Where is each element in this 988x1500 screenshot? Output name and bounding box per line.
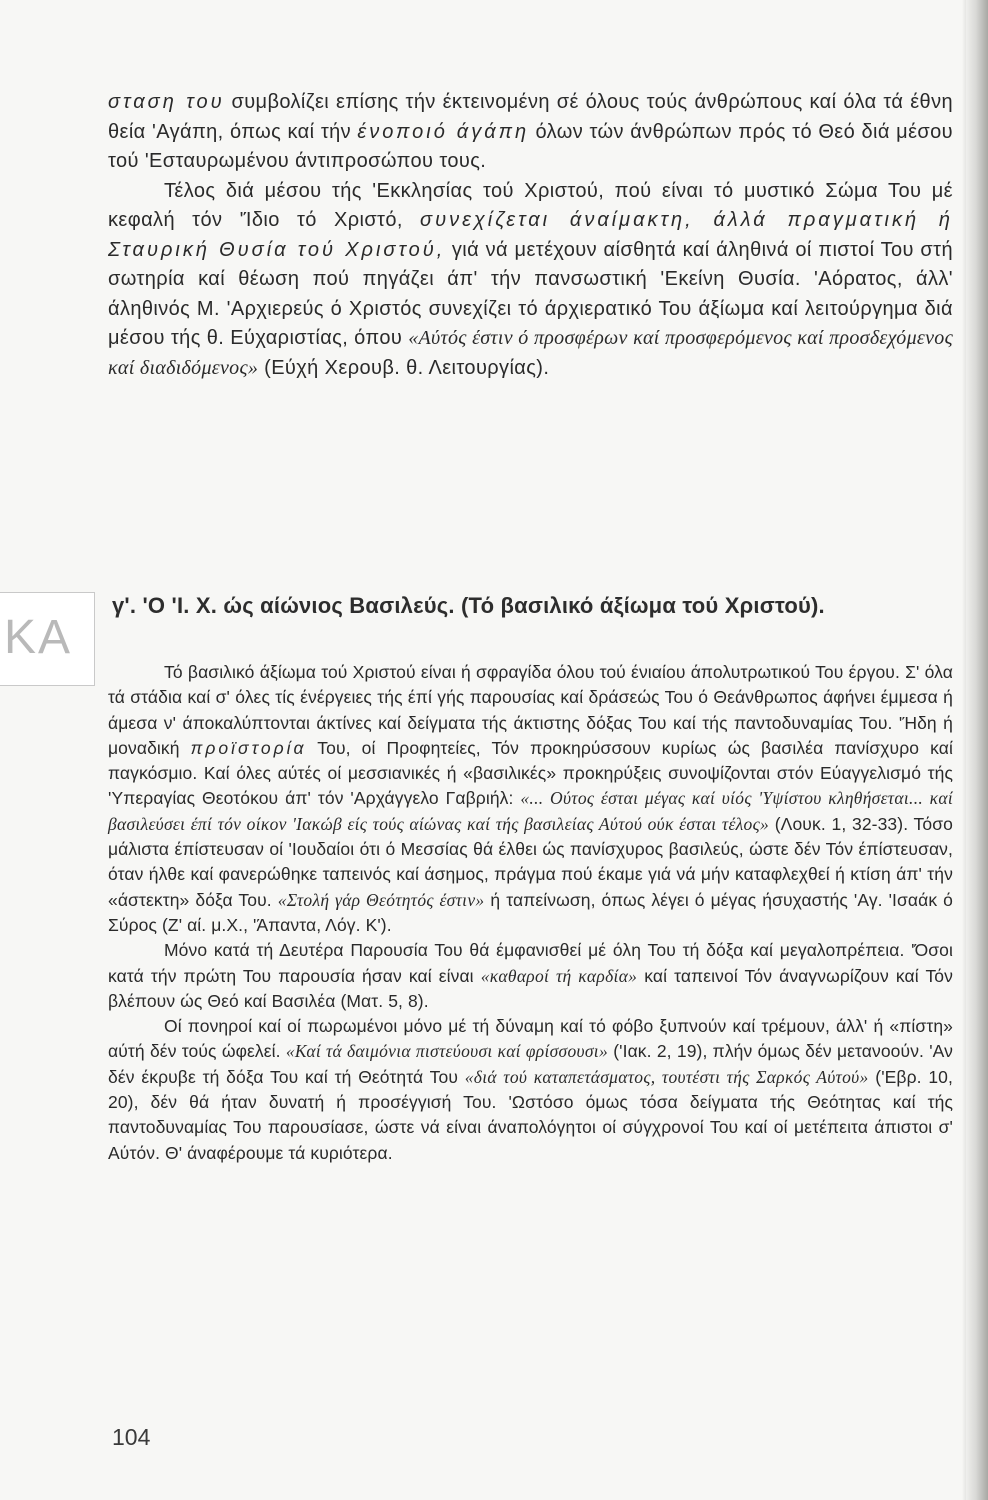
spaced-emphasis: σταση του <box>108 91 225 113</box>
page-number: 104 <box>112 1424 151 1450</box>
hebrews-quotation: «διά τού καταπετάσματος, τουτέστι τής Σαρκός Αύτού» <box>464 1066 869 1087</box>
text-run: ('Εβρ. 10, 20), δέν θά ήταν δυνατή ή προσέγγισή Του. 'Ωστόσο όμως τόσα δείγματα τής Θεότητας καί τής παντοδυναμίας Του παρουσίασε, ώστε νά είναι άναπολόγητοι οί σύγχρονοί Του καί οί μετέπειτα άπιστοι σ' Αύτόν. Θ' άναφέρουμε τά κυριότερα. <box>108 1066 953 1163</box>
text-run: Μόνο κατά τή Δευτέρα Παρουσία Του θά έμφανισθεί μέ όλη Του τή δόξα καί μεγαλοπρέπεια. 'Όσοι κατά τήν πρώτη Του παρουσία ήσαν καί είναι <box>108 940 953 986</box>
upper-text-block <box>108 88 953 383</box>
text-run: ή ταπείνωση, όπως λέγει ό μέγας ήσυχαστής 'Αγ. 'Ισαάκ ό Σύρος (Ζ' αί. μ.Χ., 'Άπαντα, Λόγ. Κ'). <box>108 889 953 935</box>
page-edge <box>962 0 966 1500</box>
chapter-tab-label: ΚΑ <box>4 611 73 664</box>
text-run: ('Ιακ. 2, 19), πλήν όμως δέν μετανοούν. 'Αν δέν έκρυβε τή δόξα Του καί τή Θεότητά Του <box>108 1041 953 1087</box>
book-spine-shadow <box>966 0 988 1500</box>
text-run: Οί πονηροί καί οί πωρωμένοι μόνο μέ τή δύναμη καί τό φόβο ξυπνούν καί τρέμουν, άλλ' ή «πίστη» αύτή δέν τούς ώφελεί. <box>108 1016 953 1062</box>
gospel-quotation: «... Ούτος έσται μέγας καί υίός 'Υψίστου κληθήσεται... καί βασιλεύσει έπί τόν οίκον 'Ιακώβ είς τούς αίώνας καί τής βασιλείας Αύτού ούκ έσται τέλος» <box>108 788 953 834</box>
chapter-tab-sticker <box>0 592 95 686</box>
text-run: Του, οί Προφητείες, Τόν προκηρύσσουν κυρίως ώς βασιλέα πανίσχυρο καί παγκόσμιο. Καί όλες αύτές οί μεσσιανικές ή «βασιλικές» προκηρύξεις συνοψίζονται στόν Εύαγγελισμό τής 'Υπεραγίας Θεοτόκου άπ' τόν 'Αρχάγγελο Γαβριήλ: <box>108 737 953 809</box>
spaced-emphasis: ένοποιό άγάπη <box>357 120 530 143</box>
text-run: καί ταπεινοί Τόν άναγνωρίζουν καί Τόν βλέπουν ώς Θεό καί Βασιλέα (Ματ. 5, 8). <box>108 965 953 1011</box>
liturgy-quotation: «Αύτός έστιν ό προσφέρων καί προσφερόμενος καί προσδεχόμενος καί διαδιδόμενος» <box>108 327 953 379</box>
james-quotation: «Καί τά δαιμόνια πιστεύουσι καί φρίσσουσι» <box>285 1041 609 1062</box>
paragraph-1 <box>108 88 953 177</box>
text-run: (Λουκ. 1, 32-33). Τόσο μάλιστα έπίστευσαν οί 'Ιουδαίοι ότι ό Μεσσίας θά έλθει ώς πανίσχυρος βασιλεύς, ώστε δέν Τόν έπίστευσαν, όταν ήλθε καί φανερώθηκε ταπεινός καί άσημος, πράγμα πού έκαμε γιά νά μήν καταφλεχθεί ή κτίση άπ' τήν «άστεκτη» δόξα Του. <box>108 813 953 910</box>
section-heading: γ'. 'Ο 'Ι. Χ. ώς αίώνιος Βασιλεύς. (Τό βασιλικό άξίωμα τού Χριστού). <box>112 593 825 618</box>
text-run: Τό βασιλικό άξίωμα τού Χριστού είναι ή σφραγίδα όλου τού ένιαίου άπολυτρωτικού Του έργου. Σ' όλα τά στάδια καί σ' όλες τίς ένέργειες τής έπί γής παρουσίας καί δράσεώς Του ό Θεάνθρωπος άφήνει έμμεσα ή άμεσα ν' άποκαλύπτονται άκτίνες καί δείγματα τής άκτιστης δόξας Του καί τής παντοδυναμίας Του. 'Ήδη ή μοναδική <box>108 662 953 758</box>
paragraph-2 <box>108 177 953 384</box>
paragraph-5 <box>108 1014 953 1166</box>
text-run: Τέλος διά μέσου τής 'Εκκλησίας τού Χριστού, πού είναι τό μυστικό Σώμα Του μέ κεφαλή τόν 'Ίδιο τό Χριστό, <box>108 179 953 231</box>
spaced-emphasis: προϊστορία <box>190 737 307 758</box>
text-run: συμβολίζει επίσης τήν έκτεινομένη σέ όλους τούς άνθρώπους καί όλα τά έθνη θεία 'Αγάπη, όπως καί τήν <box>108 91 953 143</box>
spaced-emphasis: συνεχίζεται άναίμακτη, άλλά πραγματική ή Σταυρική Θυσία τού Χριστού, <box>108 209 953 261</box>
isaac-quotation: «Στολή γάρ Θεότητός έστιν» <box>277 889 485 910</box>
paragraph-4 <box>108 938 953 1014</box>
matthew-quotation: «καθαροί τή καρδία» <box>480 965 638 986</box>
lower-text-block <box>108 660 953 1166</box>
text-run: όλων τών άνθρώπων πρός τό Θεό διά μέσου τού 'Εσταυρωμένου άντιπροσώπου τους. <box>108 120 954 172</box>
text-run: (Εύχή Χερουβ. θ. Λειτουργίας). <box>258 356 550 379</box>
text-run: γιά νά μετέχουν αίσθητά καί άληθινά οί πιστοί Του στή σωτηρία καί θέωση πού πηγάζει άπ' τήν πανσωστική 'Εκείνη Θυσία. 'Αόρατος, άλλ' άληθινός Μ. 'Αρχιερεύς ό Χριστός συνεχίζει τό άρχιερατικό Του άξίωμα καί λειτούργημα διά μέσου τής θ. Εύχαριστίας, όπου <box>108 238 953 349</box>
paragraph-3 <box>108 660 953 938</box>
